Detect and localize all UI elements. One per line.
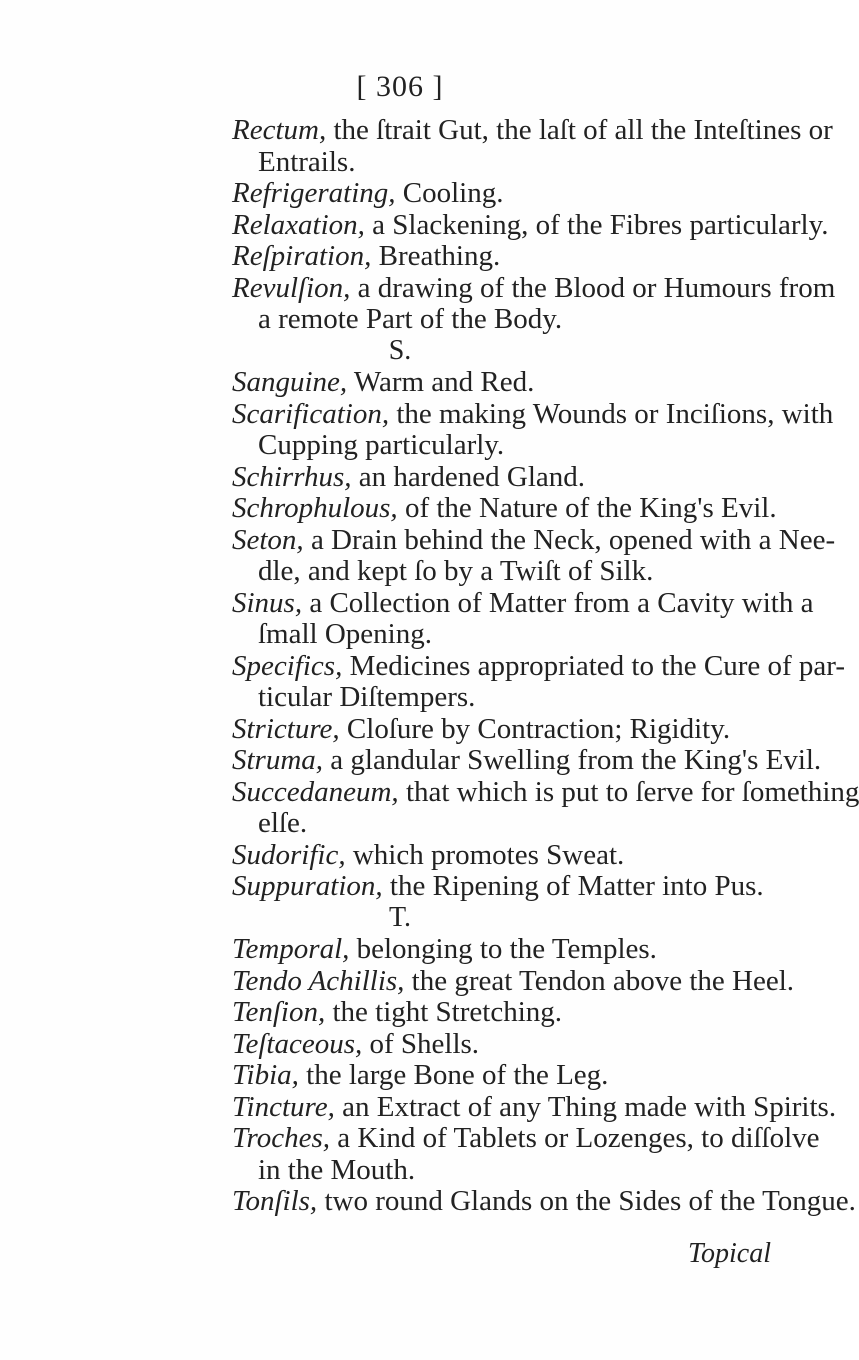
entry-continuation: ſmall Opening. (258, 618, 432, 650)
glossary-entry (232, 271, 835, 305)
entry-definition: Cloſure by Contraction; Rigidity. (339, 712, 731, 745)
entry-definition: Medicines appropriated to the Cure of par- (342, 649, 846, 682)
glossary-entry (232, 586, 814, 620)
entry-term: Stricture, (232, 712, 340, 745)
entry-definition: a Kind of Tablets or Lozenges, to diſſolve (330, 1122, 820, 1154)
entry-term: Troches, (232, 1122, 331, 1154)
glossary-entry (232, 113, 833, 147)
glossary-entry (232, 523, 835, 557)
glossary-entry (232, 1090, 836, 1124)
section-letter: T. (388, 901, 412, 933)
entry-term: Reſpiration, (232, 240, 372, 272)
glossary-entry (232, 743, 821, 777)
entry-definition: a Slackening, of the Fibres particularly. (364, 208, 829, 241)
entry-definition: the ſtrait Gut, the laſt of all the Inteſtines or (326, 114, 833, 146)
entry-continuation: elſe. (258, 807, 308, 839)
entry-term: Refrigerating, (232, 177, 396, 209)
entry-definition: Warm and Red. (347, 366, 535, 398)
entry-definition: which promotes Sweat. (345, 838, 625, 871)
glossary-entry (232, 1058, 608, 1092)
entry-definition: an Extract of any Thing made with Spirits. (334, 1090, 837, 1123)
entry-continuation: Entrails. (258, 145, 356, 178)
entry-definition: the Ripening of Matter into Pus. (382, 870, 764, 902)
entry-definition: a glandular Swelling from the King's Evil. (323, 744, 822, 776)
entry-term: Schirrhus, (232, 460, 352, 493)
glossary-entry (232, 869, 764, 903)
entry-definition: a drawing of the Blood or Humours from (350, 271, 836, 304)
glossary-entry (232, 208, 828, 242)
entry-term: Scarification, (232, 397, 390, 430)
entry-term: Sinus, (232, 586, 303, 619)
entry-definition: Breathing. (371, 240, 501, 272)
entry-definition: of Shells. (362, 1027, 480, 1060)
entry-term: Sudorific, (232, 838, 346, 871)
entry-continuation: dle, and kept ſo by a Twiſt of Silk. (258, 555, 654, 587)
entry-definition: two round Glands on the Sides of the Tongue. (317, 1185, 856, 1217)
glossary-entry (232, 995, 562, 1029)
entry-definition: that which is put to ſerve for ſomething (398, 775, 859, 808)
glossary-entry (232, 649, 845, 683)
entry-definition: an hardened Gland. (351, 460, 586, 493)
entry-definition: the tight Stretching. (325, 996, 563, 1028)
glossary-entry (232, 932, 657, 966)
entry-definition: the making Wounds or Inciſions, with (389, 397, 834, 430)
glossary-entry (232, 365, 534, 399)
glossary-entry (232, 838, 624, 872)
glossary-entry (232, 491, 777, 525)
section-letter: S. (388, 334, 412, 366)
glossary-entry (232, 1184, 856, 1218)
glossary-entry (232, 460, 585, 494)
entry-continuation: Cupping particularly. (258, 429, 505, 461)
entry-definition: a Drain behind the Neck, opened with a Nee- (303, 523, 836, 556)
glossary-entry (232, 397, 833, 431)
entry-continuation: a remote Part of the Body. (258, 303, 563, 335)
entry-definition: the large Bone of the Leg. (298, 1059, 609, 1091)
entry-term: Rectum, (232, 114, 327, 146)
entry-term: Seton, (232, 523, 304, 556)
glossary-entry (232, 964, 794, 998)
glossary-entry (232, 176, 503, 210)
entry-term: Tonſils, (232, 1185, 318, 1217)
entry-term: Specifics, (232, 649, 343, 682)
entry-term: Tincture, (232, 1090, 335, 1123)
entry-term: Teſtaceous, (232, 1027, 363, 1060)
entry-term: Succedaneum, (232, 775, 399, 808)
entry-definition: belonging to the Temples. (349, 933, 657, 965)
glossary-entry (232, 775, 859, 809)
entry-term: Struma, (232, 744, 324, 776)
entry-continuation: ticular Diſtempers. (258, 681, 476, 713)
catchword: Topical (688, 1238, 771, 1269)
entry-definition: of the Nature of the King's Evil. (397, 492, 777, 524)
entry-term: Suppuration, (232, 870, 383, 902)
glossary-entry (232, 1121, 820, 1155)
glossary-entry (232, 1027, 479, 1061)
entry-term: Tenſion, (232, 996, 326, 1028)
entry-term: Relaxation, (232, 208, 365, 241)
entry-term: Schrophulous, (232, 492, 398, 524)
page-number: [ 306 ] (356, 70, 444, 103)
glossary-entry (232, 712, 730, 746)
entry-definition: a Collection of Matter from a Cavity with a (302, 586, 814, 619)
entry-continuation: in the Mouth. (258, 1153, 416, 1186)
entry-term: Temporal, (232, 933, 350, 965)
entry-definition: the great Tendon above the Heel. (404, 964, 795, 997)
entry-term: Tendo Achillis, (232, 964, 405, 997)
entry-term: Tibia, (232, 1059, 299, 1091)
entry-term: Revulſion, (232, 271, 351, 304)
entry-definition: Cooling. (395, 177, 504, 209)
entry-term: Sanguine, (232, 366, 348, 398)
glossary-entry (232, 239, 500, 273)
